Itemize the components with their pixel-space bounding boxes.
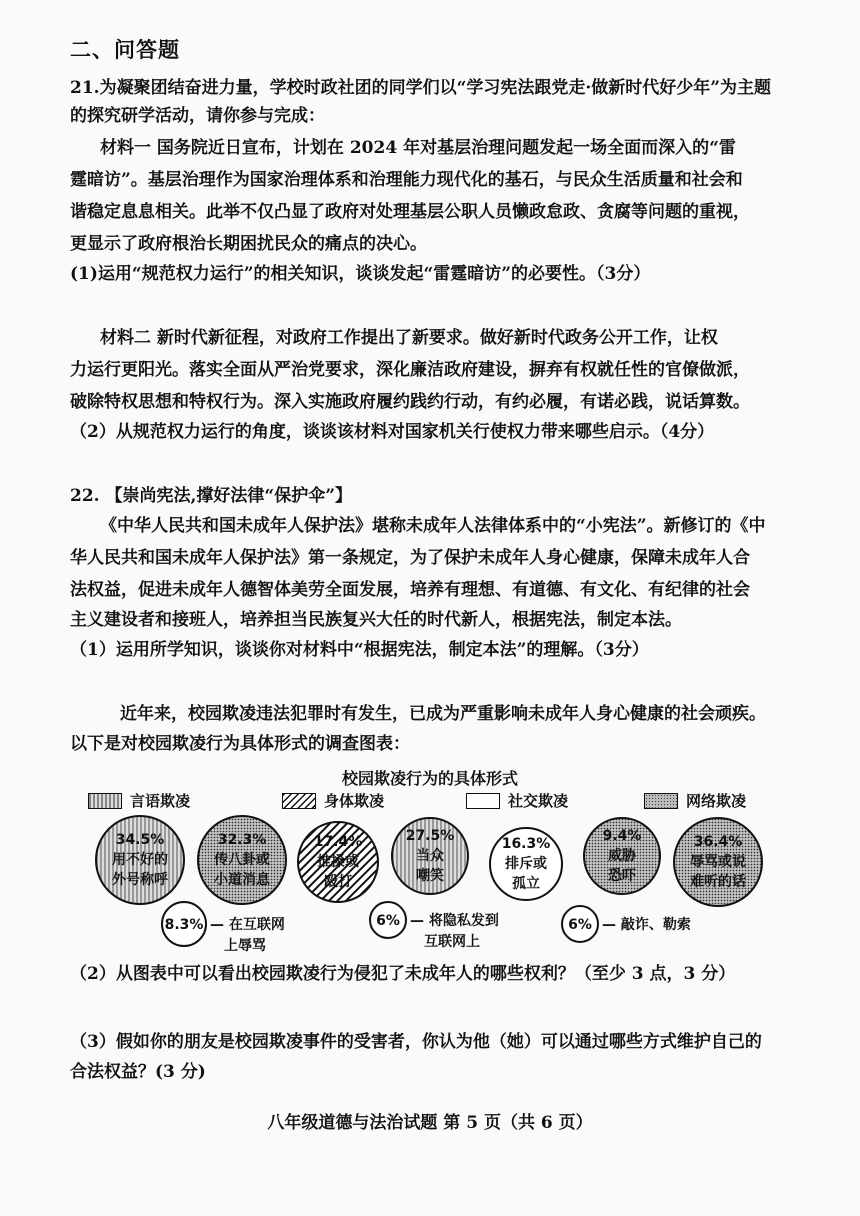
bubble-label: 小道消息 xyxy=(214,872,270,888)
bubble-value: 8.3% xyxy=(164,917,204,933)
q21-material1-line: 材料一 国务院近日宣布，计划在 2024 年对基层治理问题发起一场全面而深入的“雷 xyxy=(100,138,736,158)
bubble-label: 当众 xyxy=(416,848,444,864)
bubble-side-label: 互联网上 xyxy=(424,934,480,950)
legend-swatch xyxy=(88,793,122,809)
q22-material-line: 法权益，促进未成年人德智体美劳全面发展，培养有理想、有道德、有文化、有纪律的社会 xyxy=(70,580,750,600)
bubble-label: 恐吓 xyxy=(608,868,636,884)
bubble-item xyxy=(562,906,691,942)
page-footer: 八年级道德与法治试题 第 5 页（共 6 页） xyxy=(267,1113,593,1133)
bubble-label: 传八卦或 xyxy=(214,852,270,868)
bubble-value: 6% xyxy=(568,917,592,933)
bubble-label: 嘲笑 xyxy=(416,868,444,884)
q22-question2: （2）从图表中可以看出校园欺凌行为侵犯了未成年人的哪些权利？（至少 3 点，3 分） xyxy=(70,964,736,984)
bubble-item xyxy=(490,828,562,900)
q21-material1-line: 谐稳定息息相关。此举不仅凸显了政府对处理基层公职人员懒政怠政、贪腐等问题的重视， xyxy=(70,202,750,222)
q21-prompt: 21.为凝聚团结奋进力量，学校时政社团的同学们以“学习宪法跟党走·做新时代好少年”为主题 xyxy=(70,78,772,98)
bubble-label: 用不好的 xyxy=(112,852,168,868)
q22-material-line: 主义建设者和接班人，培养担当民族复兴大任的时代新人，根据宪法，制定本法。 xyxy=(70,610,682,630)
bubble-side-label: — 将隐私发到 xyxy=(410,913,499,929)
bubble-value: 27.5% xyxy=(405,828,455,844)
chart-title: 校园欺凌行为的具体形式 xyxy=(341,769,518,788)
section-title: 二、问答题 xyxy=(70,37,180,62)
q22-heading: 22. 【崇尚宪法,撑好法律“保护伞”】 xyxy=(70,486,352,506)
q22-material-line: 《中华人民共和国未成年人保护法》堪称未成年人法律体系中的“小宪法”。新修订的《中 xyxy=(100,516,766,536)
bullying-chart xyxy=(60,812,820,962)
bubble-item xyxy=(370,902,499,950)
bubble-item xyxy=(584,818,660,894)
legend-swatch xyxy=(282,793,316,809)
legend-item-verbal: 言语欺凌 xyxy=(88,790,190,811)
bubble-label: 殴打 xyxy=(324,874,352,890)
q21-prompt-cont: 的探究研学活动，请你参与完成： xyxy=(70,106,325,126)
bubble-label: 排斥或 xyxy=(505,856,547,872)
bubble-item xyxy=(198,816,286,904)
q22-intro-line: 近年来，校园欺凌违法犯罪时有发生，已成为严重影响未成年人身心健康的社会顽疾。 xyxy=(120,704,766,724)
bubble-label: 外号称呼 xyxy=(112,872,168,888)
bubble-side-label: — 敲诈、勒索 xyxy=(602,917,691,933)
q22-question3-cont: 合法权益？(3 分) xyxy=(70,1062,206,1082)
bubble-value: 9.4% xyxy=(602,828,642,844)
bubble-value: 34.5% xyxy=(115,832,165,848)
bubble-side-label: 上辱骂 xyxy=(224,938,266,954)
q21-material1-line: 更显示了政府根治长期困扰民众的痛点的决心。 xyxy=(70,234,427,254)
bubble-label: 辱骂或说 xyxy=(690,854,746,870)
bubble-side-label: — 在互联网 xyxy=(210,917,285,933)
q21-material2-line: 材料二 新时代新征程，对政府工作提出了新要求。做好新时代政务公开工作，让权 xyxy=(100,328,718,348)
bubble-label: 难听的话 xyxy=(690,874,746,890)
bubble-value: 32.3% xyxy=(217,832,267,848)
bubble-label: 威胁 xyxy=(608,848,636,864)
q21-question1: (1)运用“规范权力运行”的相关知识，谈谈发起“雷霆暗访”的必要性。（3分） xyxy=(70,264,651,284)
q22-question1: （1）运用所学知识，谈谈你对材料中“根据宪法，制定本法”的理解。（3分） xyxy=(70,640,649,660)
legend-item-network: 网络欺凌 xyxy=(644,790,746,811)
q22-question3: （3）假如你的朋友是校园欺凌事件的受害者，你认为他（她）可以通过哪些方式维护自己的 xyxy=(70,1032,762,1052)
bubble-item xyxy=(674,818,762,906)
bubble-group xyxy=(96,816,762,954)
bubble-value: 16.3% xyxy=(501,836,551,852)
bubble-item xyxy=(162,902,285,954)
q21-question2: （2）从规范权力运行的角度，谈谈该材料对国家机关行使权力带来哪些启示。（4分） xyxy=(70,422,715,442)
bubble-item xyxy=(392,818,468,894)
q22-intro-line: 以下是对校园欺凌行为具体形式的调查图表： xyxy=(70,734,410,754)
bubble-label: 孤立 xyxy=(512,876,540,892)
legend-item-social: 社交欺凌 xyxy=(466,790,568,811)
bubble-item xyxy=(298,822,378,902)
q22-material-line: 华人民共和国未成年人保护法》第一条规定，为了保护未成年人身心健康，保障未成年人合 xyxy=(70,548,750,568)
bubble-item xyxy=(96,816,184,904)
q21-material2-line: 破除特权思想和特权行为。深入实施政府履约践约行动，有约必履，有诺必践，说话算数。 xyxy=(70,392,750,412)
bubble-label: 推搡或 xyxy=(317,854,359,870)
bubble-value: 17.4% xyxy=(313,834,363,850)
legend-item-physical: 身体欺凌 xyxy=(282,790,384,811)
legend-swatch xyxy=(644,793,678,809)
q21-material1-line: 霆暗访”。基层治理作为国家治理体系和治理能力现代化的基石，与民众生活质量和社会和 xyxy=(70,170,743,190)
legend-swatch xyxy=(466,793,500,809)
bubble-value: 6% xyxy=(376,913,400,929)
q21-material2-line: 力运行更阳光。落实全面从严治党要求，深化廉洁政府建设，摒弃有权就任性的官僚做派， xyxy=(70,360,750,380)
bubble-value: 36.4% xyxy=(693,834,743,850)
